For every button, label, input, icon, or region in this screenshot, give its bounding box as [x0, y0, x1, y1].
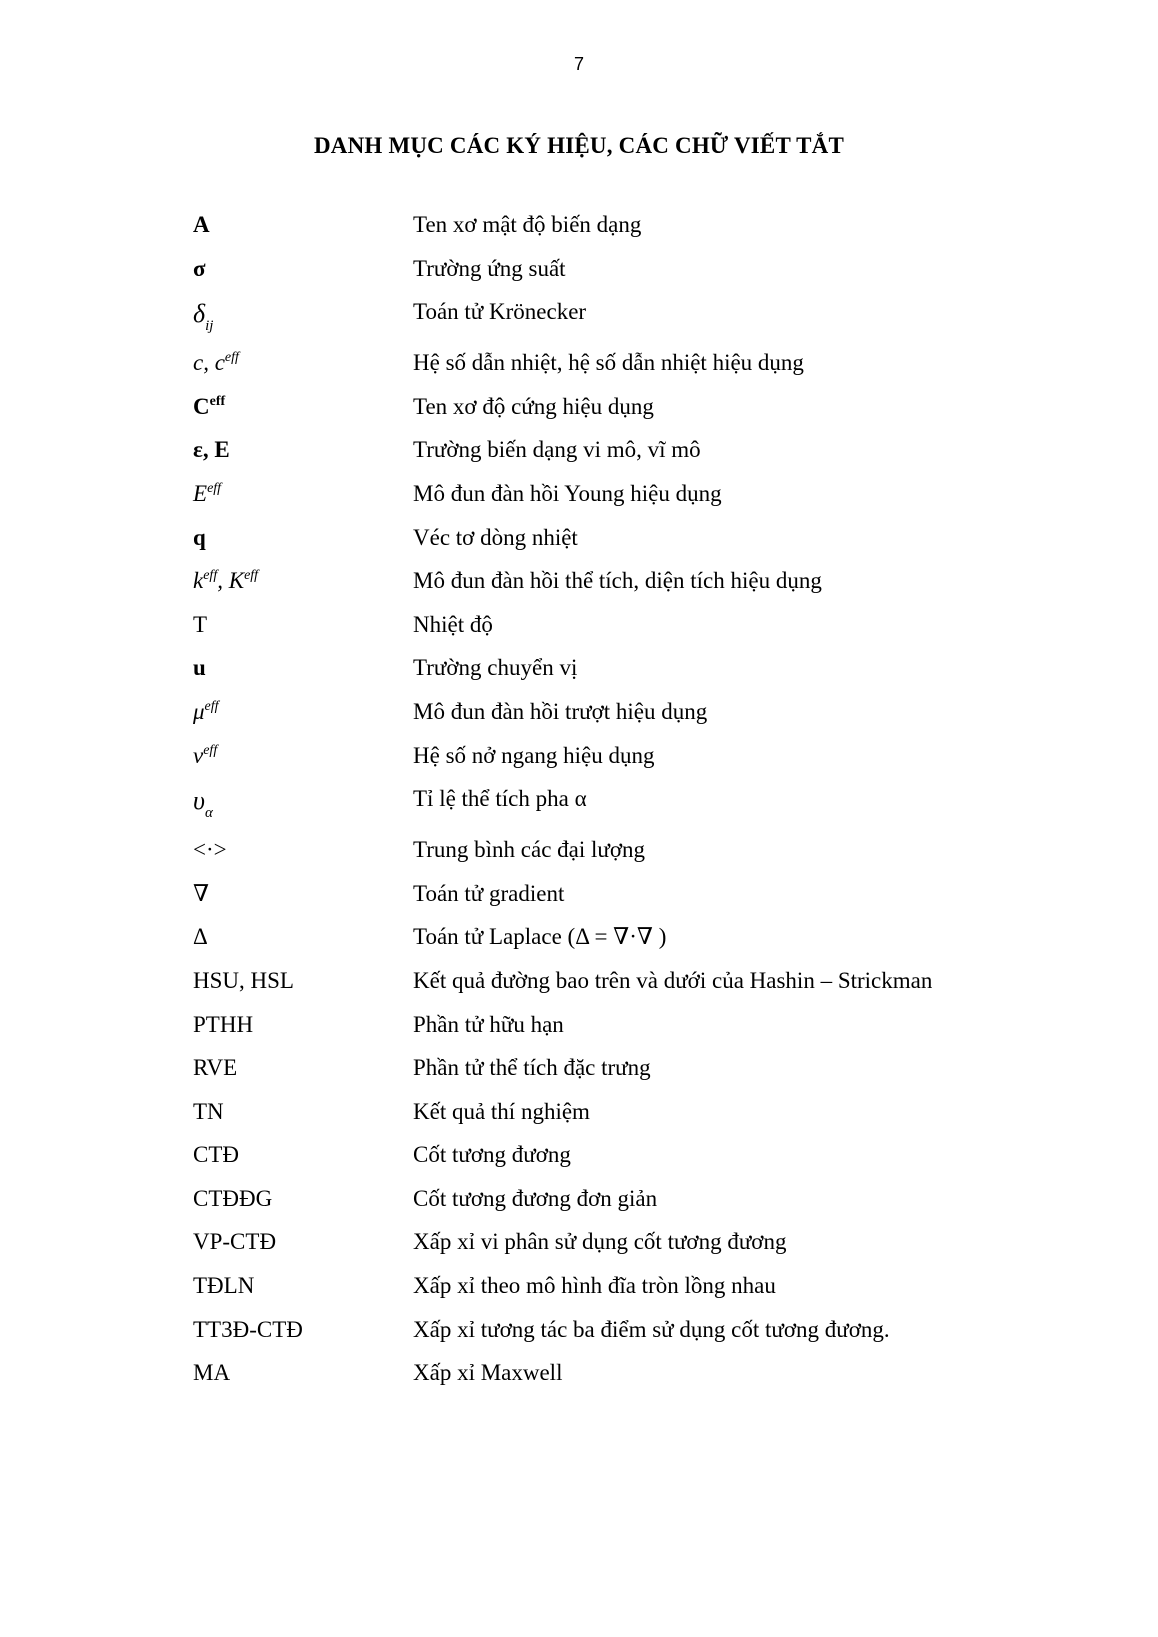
description: Xấp xỉ vi phân sử dụng cốt tương đương — [413, 1229, 787, 1255]
symbol: $\upsilon_\alpha$ — [193, 786, 213, 822]
symbol: ε, E — [193, 437, 230, 463]
description: Hệ số dẫn nhiệt, hệ số dẫn nhiệt hiệu dụng — [413, 350, 804, 376]
list-item — [0, 568, 1158, 612]
list-item — [0, 525, 1158, 569]
description: Cốt tương đương đơn giản — [413, 1185, 658, 1211]
symbol: $\nu^{eff}$ — [193, 742, 218, 768]
symbol: CTĐĐG — [193, 1185, 273, 1211]
description: Toán tử Krönecker — [413, 299, 587, 325]
symbol: σ — [193, 255, 206, 281]
description: Phần tử thể tích đặc trưng — [413, 1055, 651, 1081]
symbol: c, $c^{eff}$ — [193, 350, 239, 376]
list-item — [0, 1099, 1158, 1143]
symbol: $\mu^{eff}$ — [193, 698, 219, 724]
symbol: ∇ — [193, 880, 210, 906]
page-title: DANH MỤC CÁC KÝ HIỆU, CÁC CHỮ VIẾT TẮT — [313, 133, 845, 158]
symbol: CTĐ — [193, 1142, 239, 1168]
description: Toán tử gradient — [413, 880, 565, 906]
list-item — [0, 256, 1158, 300]
list-item — [0, 968, 1158, 1012]
list-item — [0, 612, 1158, 656]
symbol: <·> — [193, 837, 227, 863]
symbol: TT3Đ-CTĐ — [193, 1316, 303, 1342]
symbol: $\delta_{ij}$ — [193, 299, 214, 335]
list-item — [0, 299, 1158, 350]
symbol: T — [193, 611, 208, 637]
symbol: HSU, HSL — [193, 967, 294, 993]
list-item — [0, 881, 1158, 925]
list-item — [0, 1012, 1158, 1056]
description: Nhiệt độ — [413, 611, 493, 637]
symbol-list — [0, 212, 1158, 1404]
symbol: $C^{eff}$ — [193, 393, 226, 419]
description: Ten xơ độ cứng hiệu dụng — [413, 393, 654, 419]
description: Trường ứng suất — [413, 255, 566, 281]
description: Kết quả đường bao trên và dưới của Hashin – Strickman — [413, 967, 933, 993]
list-item — [0, 1273, 1158, 1317]
list-item — [0, 837, 1158, 881]
list-item — [0, 786, 1158, 837]
page-number: 7 — [573, 54, 584, 74]
symbol: TĐLN — [193, 1273, 255, 1299]
symbol: q — [193, 524, 206, 550]
description: Tỉ lệ thể tích pha α — [413, 786, 587, 812]
description: Xấp xỉ tương tác ba điểm sử dụng cốt tương đương. — [413, 1316, 890, 1342]
list-item — [0, 1055, 1158, 1099]
description: Xấp xỉ theo mô hình đĩa tròn lồng nhau — [413, 1273, 776, 1299]
symbol: RVE — [193, 1055, 238, 1081]
description: Xấp xỉ Maxwell — [413, 1360, 563, 1386]
description: Hệ số nở ngang hiệu dụng — [413, 742, 655, 768]
list-item — [0, 350, 1158, 394]
description: Cốt tương đương — [413, 1142, 571, 1168]
symbol: A — [193, 212, 210, 237]
symbol: TN — [193, 1098, 224, 1124]
list-item — [0, 1186, 1158, 1230]
list-item — [0, 1142, 1158, 1186]
symbol: VP-CTĐ — [193, 1229, 277, 1255]
description: Trường biến dạng vi mô, vĩ mô — [413, 437, 701, 463]
list-item — [0, 481, 1158, 525]
description: Mô đun đàn hồi trượt hiệu dụng — [413, 698, 708, 724]
symbol: $E^{eff}$ — [193, 480, 222, 506]
description: Kết quả thí nghiệm — [413, 1098, 590, 1124]
list-item — [0, 743, 1158, 787]
list-item — [0, 699, 1158, 743]
symbol: u — [193, 655, 206, 681]
list-item — [0, 394, 1158, 438]
list-item — [0, 1360, 1158, 1404]
description: Trường chuyển vị — [413, 655, 578, 681]
description: Véc tơ dòng nhiệt — [413, 524, 578, 550]
description: Mô đun đàn hồi thể tích, diện tích hiệu dụng — [413, 568, 822, 594]
list-item — [0, 924, 1158, 968]
list-item — [0, 437, 1158, 481]
description: Ten xơ mật độ biến dạng — [413, 212, 642, 237]
description: Toán tử Laplace (Δ = ∇·∇ ) — [413, 924, 667, 950]
list-item — [0, 1229, 1158, 1273]
list-item — [0, 655, 1158, 699]
symbol: MA — [193, 1360, 231, 1386]
description: Phần tử hữu hạn — [413, 1011, 564, 1037]
description: Trung bình các đại lượng — [413, 837, 646, 863]
symbol: PTHH — [193, 1011, 254, 1037]
list-item — [0, 1317, 1158, 1361]
symbol: Δ — [193, 924, 208, 950]
list-item — [0, 212, 1158, 256]
symbol: $k^{eff}$, $K^{eff}$ — [193, 568, 259, 594]
description: Mô đun đàn hồi Young hiệu dụng — [413, 480, 722, 506]
